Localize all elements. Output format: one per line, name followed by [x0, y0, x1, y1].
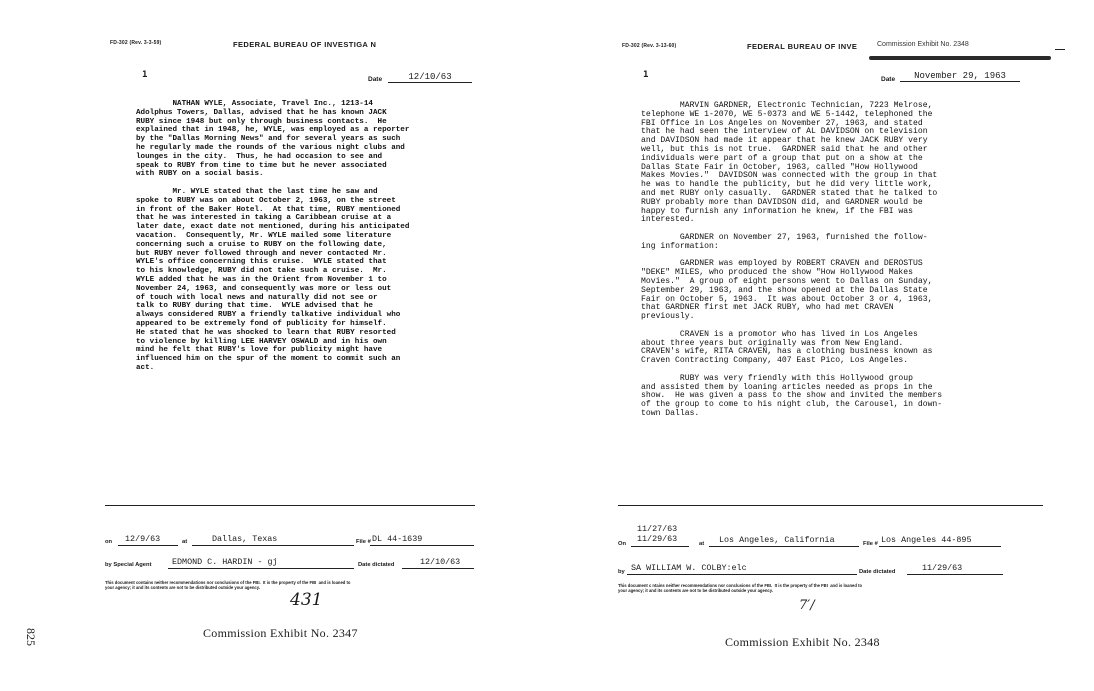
handwritten-number: 7′/ — [799, 598, 815, 613]
side-page-number: 825 — [24, 628, 38, 646]
exhibit-caption: Commission Exhibit No. 2348 — [725, 635, 880, 649]
exhibit-caption: Commission Exhibit No. 2347 — [203, 626, 358, 640]
underline — [370, 545, 474, 546]
report-date: 12/10/63 — [388, 72, 472, 83]
underline — [907, 574, 1003, 575]
handwritten-number: 431 — [290, 590, 323, 610]
underline — [192, 545, 354, 546]
dictated-label: Date dictated — [358, 562, 395, 568]
bureau-header: FEDERAL BUREAU OF INVESTIGA N — [233, 40, 377, 49]
on-label: On — [618, 541, 627, 547]
date-label: Date — [881, 76, 896, 83]
file-number: Los Angeles 44-895 — [881, 535, 972, 545]
dictated-date: 11/29/63 — [922, 563, 963, 573]
underline — [631, 546, 689, 547]
underline — [627, 574, 857, 575]
fbi-notice: This document contains neither recommendations nor conclusions of the FBI. It is the property of the FBI and is loaned to your agency; it and its contents are not to be distributed outside your agency. — [105, 580, 351, 590]
interview-date: 12/9/63 — [125, 534, 161, 544]
form-number: FD-302 (Rev. 3-13-60) — [622, 43, 677, 49]
footer-divider — [618, 505, 1043, 506]
stamp-bar — [869, 56, 1051, 60]
right-document-page — [547, 0, 1094, 691]
at-label: at — [182, 539, 188, 545]
file-number: DL 44-1639 — [372, 534, 423, 544]
underline — [168, 568, 354, 569]
interview-date-2: 11/29/63 — [637, 534, 678, 544]
file-label: File # — [863, 541, 878, 547]
fbi-notice: This document c ntains neither recommendations nor conclusions of the FBI. It is the property of the FBI and is loaned to your agency; it and its contents are not to be distributed outside your agency. — [618, 583, 863, 593]
report-body: NATHAN WYLE, Associate, Travel Inc., 1213-14 Adolphus Towers, Dallas, advised that he has known JACK RUBY since 1948 but only through business contacts. He explained that in 1948, he, WYLE, was employed as a reporter by the "Dallas Morning News" and for several years as such he regularly made the rounds of the various night clubs and lounges in the city. Thus, he had occasion to see and speak to RUBY from time to time but he never associated with RUBY on a social basis. Mr. WYLE stated that the last time he saw and spoke to RUBY was on about October 2, 1963, on the street in front of the Baker Hotel. At that time, RUBY mentioned that he was interested in taking a Caribbean cruise at a later date, exact date not mentioned, during his anticipated vacation. Consequently, Mr. WYLE mailed some literature concerning such a cruise to RUBY on the following date, but RUBY never followed through and never contacted Mr. WYLE's office concerning this cruise. WYLE stated that to his knowledge, RUBY did not take such a cruise. Mr. WYLE added that he was in the Orient from November 1 to November 24, 1963, and consequently was more or less out of touch with local news and naturally did not see or talk to RUBY during that time. WYLE advised that he always considered RUBY a friendly talkative individual who appeared to be extremely fond of publicity for himself. He stated that he was shocked to learn that RUBY resorted to violence by killing LEE HARVEY OSWALD and in his own mind he felt that RUBY's love for publicity might have influenced him on the spur of the moment to commit such an act. — [136, 100, 410, 372]
file-label: File # — [356, 539, 371, 545]
interview-location: Los Angeles, California — [719, 535, 835, 545]
agent-label: by Special Agent — [105, 562, 152, 568]
on-label: on — [105, 539, 113, 545]
footer-divider — [105, 505, 475, 506]
underline — [879, 546, 1001, 547]
report-date: November 29, 1963 — [900, 71, 1020, 82]
agent-name: EDMOND C. HARDIN - gj — [172, 557, 278, 567]
stamp-mark — [1055, 49, 1065, 50]
underline — [118, 545, 178, 546]
dictated-label: Date dictated — [859, 569, 896, 575]
page-number: 1 — [142, 70, 148, 80]
interview-location: Dallas, Texas — [212, 534, 278, 544]
bureau-header: FEDERAL BUREAU OF INVE — [747, 42, 858, 51]
report-body: MARVIN GARDNER, Electronic Technician, 7223 Melrose, telephone WE 1-2070, WE 5-0373 and WE 5-1442, telephoned the FBI Office in Los Angeles on November 27, 1963, and stated that he had seen the interview of AL DAVIDSON on television and DAVIDSON had made it appear that he knew JACK RUBY very well, but this is not true. GARDNER said that he and other individuals were part of a group that put on a show at the Dallas State Fair in October, 1963, called "How Hollywood Makes Movies." DAVIDSON was connected with the group in that he was to handle the publicity, but he did very little work, and met RUBY only casually. GARDNER stated that he talked to RUBY probably more than DAVIDSON did, and GARDNER would be happy to furnish any information he knew, if the FBI was interested. GARDNER on November 27, 1963, furnished the follow- ing information: GARDNER was employed by ROBERT CRAVEN and DEROSTUS "DEKE" MILES, who produced the show "How Hollywood Makes Movies." A group of eight persons went to Dallas on Sunday, September 29, 1963, and the show opened at the Dallas State Fair on October 5, 1963. It was about October 3 or 4, 1963, that GARDNER first met JACK RUBY, who had met CRAVEN previously. CRAVEN is a promotor who has lived in Los Angeles about three years but originally was from New England. CRAVEN's wife, RITA CRAVEN, has a clothing business known as Craven Contracting Company, 407 East Pico, Los Angeles. RUBY was very friendly with this Hollywood group and assisted them by loaning articles needed as props in the show. He was given a pass to the show and invited the members of the group to come to his night club, the Carousel, in down- town Dallas. — [641, 101, 943, 418]
underline — [709, 546, 859, 547]
form-number: FD-302 (Rev. 3-3-59) — [110, 40, 162, 46]
interview-date-1: 11/27/63 — [637, 524, 678, 534]
dictated-date: 12/10/63 — [420, 557, 461, 567]
date-label: Date — [368, 76, 383, 83]
underline — [402, 568, 474, 569]
agent-label: by — [618, 569, 625, 575]
agent-name: SA WILLIAM W. COLBY:elc — [631, 563, 747, 573]
exhibit-stamp: Commission Exhibit No. 2348 — [877, 41, 969, 48]
page-number: 1 — [643, 70, 649, 80]
at-label: at — [699, 541, 705, 547]
